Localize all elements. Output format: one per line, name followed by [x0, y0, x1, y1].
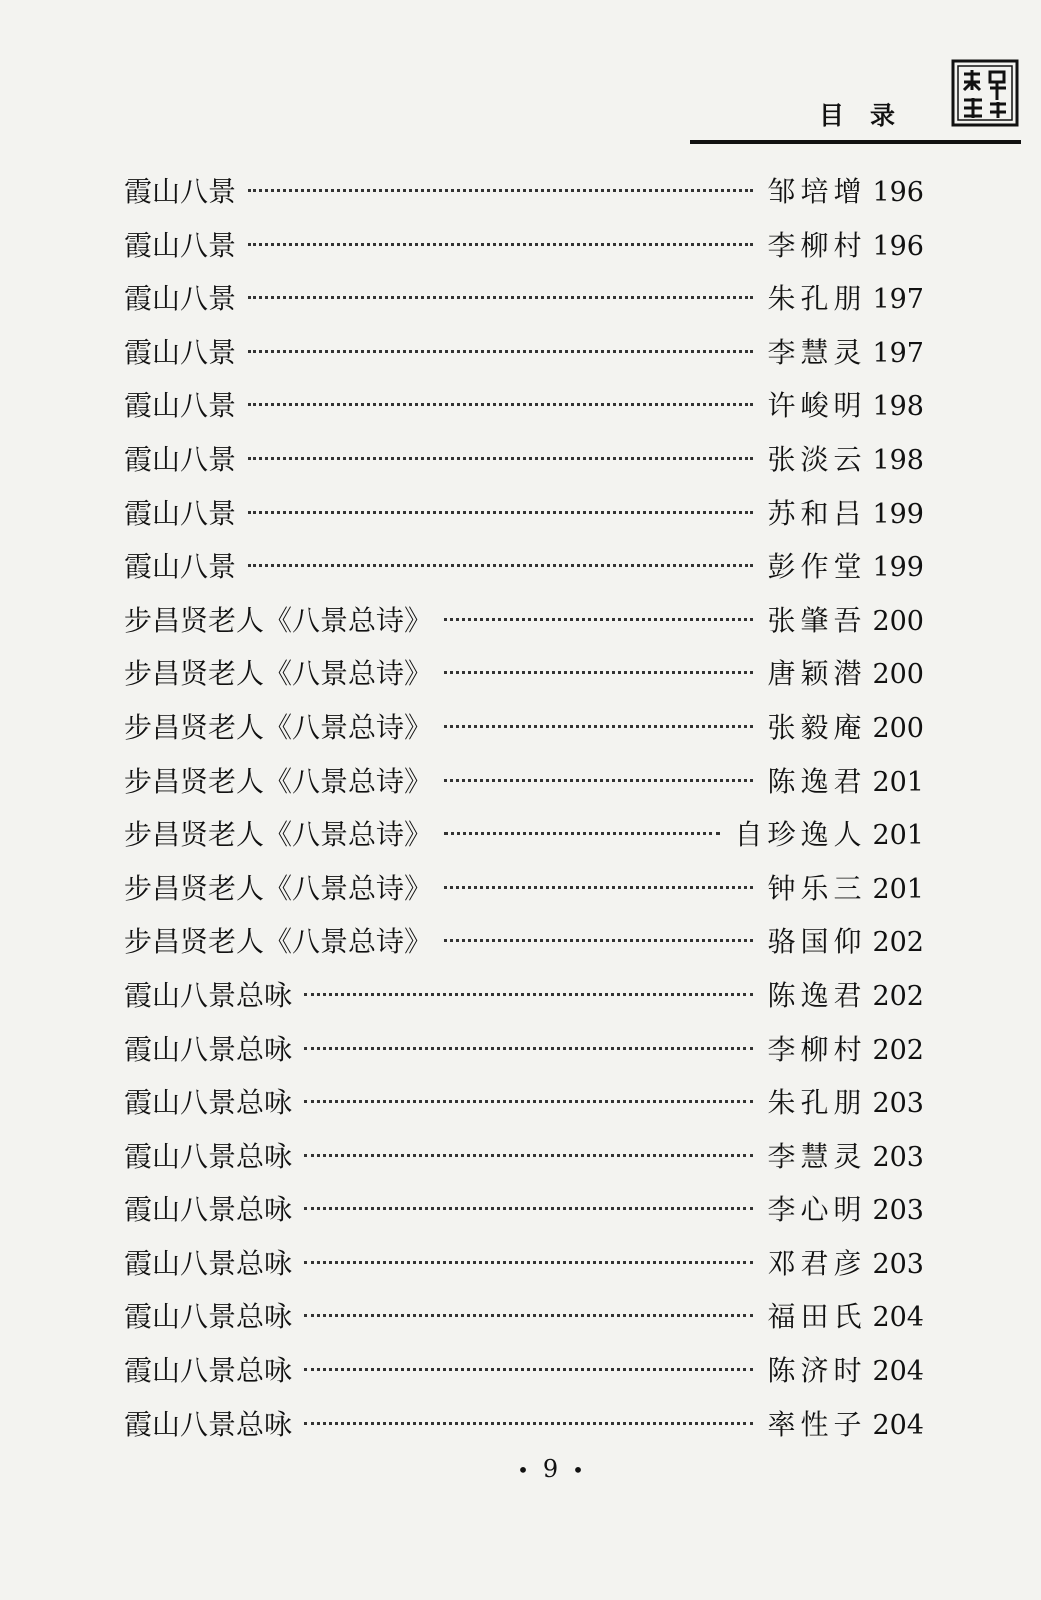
toc-entry[interactable] [124, 701, 924, 755]
toc-entry-author: 张肇吾 [767, 603, 867, 637]
toc-entry-author: 朱孔朋 [767, 1086, 867, 1120]
toc-entry-page: 200 [872, 605, 924, 637]
toc-dot-leader [248, 564, 753, 567]
toc-dot-leader [248, 403, 753, 406]
toc-entry-author: 陈逸君 [767, 764, 867, 798]
toc-dot-leader [444, 886, 753, 889]
toc-dot-leader [248, 189, 753, 192]
toc-entry-page: 204 [872, 1409, 924, 1441]
toc-entry[interactable] [124, 969, 924, 1023]
toc-entry[interactable] [124, 326, 924, 380]
toc-entry-title: 霞山八景总咏 [124, 1407, 293, 1441]
page-title: 目录 [818, 101, 921, 130]
footer-bullet-right: • [572, 1458, 584, 1482]
toc-entry-title: 步昌贤老人《八景总诗》 [124, 657, 433, 691]
toc-entry-author: 邹培增 [767, 175, 867, 208]
toc-dot-leader [248, 511, 753, 514]
toc-entry[interactable] [124, 1023, 924, 1077]
toc-entry-author: 陈济时 [767, 1354, 867, 1388]
toc-entry-author: 李慧灵 [767, 1139, 867, 1173]
toc-entry-page: 200 [872, 712, 924, 744]
toc-entry-author: 陈逸君 [767, 978, 867, 1012]
toc-dot-leader [248, 350, 753, 353]
toc-entry-page: 203 [872, 1195, 924, 1227]
toc-entry[interactable] [124, 755, 924, 809]
table-of-contents [124, 165, 924, 1451]
toc-entry[interactable] [124, 1344, 924, 1398]
page-number-footer [0, 1455, 1041, 1483]
toc-entry-author: 钟乐三 [767, 871, 867, 905]
toc-entry-title: 霞山八景总咏 [124, 1246, 293, 1280]
toc-entry-page: 204 [872, 1302, 924, 1334]
toc-entry-page: 199 [872, 498, 924, 530]
toc-entry-title: 霞山八景总咏 [124, 978, 293, 1012]
toc-entry-page: 196 [872, 230, 924, 262]
toc-entry-title: 霞山八景 [124, 335, 237, 369]
footer-bullet-left: • [517, 1458, 529, 1482]
toc-dot-leader [444, 671, 753, 674]
toc-entry-title: 霞山八景 [124, 442, 237, 476]
toc-entry[interactable] [124, 379, 924, 433]
toc-entry-title: 霞山八景总咏 [124, 1086, 293, 1120]
toc-dot-leader [304, 1207, 753, 1210]
toc-entry-title: 霞山八景总咏 [124, 1354, 293, 1388]
toc-entry-title: 步昌贤老人《八景总诗》 [124, 871, 433, 905]
toc-dot-leader [444, 779, 753, 782]
toc-entry-title: 霞山八景总咏 [124, 1032, 293, 1066]
toc-entry-title: 步昌贤老人《八景总诗》 [124, 710, 433, 744]
toc-entry[interactable] [124, 540, 924, 594]
toc-entry-page: 203 [872, 1248, 924, 1280]
toc-entry-page: 201 [872, 766, 924, 798]
toc-entry[interactable] [124, 1290, 924, 1344]
toc-entry-page: 198 [872, 444, 924, 476]
header-rule [690, 140, 1021, 144]
toc-entry-author: 李柳村 [767, 1032, 867, 1066]
toc-entry-author: 苏和吕 [767, 496, 867, 530]
toc-entry-title: 霞山八景 [124, 175, 237, 208]
toc-entry-author: 张淡云 [767, 442, 867, 476]
toc-entry-author: 彭作堂 [767, 550, 867, 584]
toc-entry[interactable] [124, 594, 924, 648]
toc-entry-page: 201 [872, 820, 924, 852]
toc-entry-page: 203 [872, 1088, 924, 1120]
toc-entry[interactable] [124, 862, 924, 916]
toc-entry-title: 步昌贤老人《八景总诗》 [124, 603, 433, 637]
toc-entry-page: 198 [872, 391, 924, 423]
toc-dot-leader [304, 1047, 753, 1050]
toc-dot-leader [444, 725, 753, 728]
toc-dot-leader [304, 1261, 753, 1264]
toc-entry[interactable] [124, 1076, 924, 1130]
toc-dot-leader [304, 1368, 753, 1371]
toc-dot-leader [444, 618, 753, 621]
toc-entry-author: 李慧灵 [767, 335, 867, 369]
toc-entry-title: 霞山八景 [124, 228, 237, 262]
toc-entry-page: 202 [872, 927, 924, 959]
toc-entry-page: 196 [872, 177, 924, 208]
toc-entry-author: 李心明 [767, 1193, 867, 1227]
toc-dot-leader [248, 243, 753, 246]
toc-entry[interactable] [124, 1130, 924, 1184]
toc-entry-author: 骆国仰 [767, 925, 867, 959]
toc-entry-author: 唐颖潜 [767, 657, 867, 691]
toc-entry-page: 199 [872, 552, 924, 584]
toc-entry-page: 197 [872, 337, 924, 369]
toc-entry[interactable] [124, 915, 924, 969]
toc-entry[interactable] [124, 1398, 924, 1452]
toc-entry-title: 霞山八景 [124, 389, 237, 423]
toc-entry[interactable] [124, 1183, 924, 1237]
toc-dot-leader [304, 1154, 753, 1157]
toc-entry-page: 200 [872, 659, 924, 691]
toc-dot-leader [304, 1314, 753, 1317]
toc-entry-page: 204 [872, 1356, 924, 1388]
toc-entry[interactable] [124, 165, 924, 219]
toc-dot-leader [304, 993, 753, 996]
toc-entry-author: 朱孔朋 [767, 282, 867, 316]
toc-dot-leader [304, 1422, 753, 1425]
toc-entry[interactable] [124, 433, 924, 487]
toc-entry-page: 202 [872, 1034, 924, 1066]
toc-entry-title: 霞山八景总咏 [124, 1300, 293, 1334]
toc-entry-title: 霞山八景 [124, 496, 237, 530]
toc-entry[interactable] [124, 487, 924, 541]
toc-entry-title: 霞山八景总咏 [124, 1139, 293, 1173]
toc-dot-leader [248, 457, 753, 460]
toc-entry-page: 203 [872, 1141, 924, 1173]
toc-entry-page: 197 [872, 284, 924, 316]
toc-entry-title: 步昌贤老人《八景总诗》 [124, 925, 433, 959]
toc-entry-author: 许峻明 [767, 389, 867, 423]
toc-entry-page: 201 [872, 873, 924, 905]
toc-entry-title: 步昌贤老人《八景总诗》 [124, 764, 433, 798]
toc-dot-leader [444, 939, 753, 942]
toc-entry-title: 霞山八景 [124, 550, 237, 584]
toc-entry-author: 李柳村 [767, 228, 867, 262]
toc-entry-author: 自珍逸人 [734, 818, 867, 852]
toc-entry-title: 霞山八景总咏 [124, 1193, 293, 1227]
toc-entry-author: 张毅庵 [767, 710, 867, 744]
toc-dot-leader [304, 1100, 753, 1103]
toc-entry[interactable] [124, 219, 924, 273]
toc-entry-title: 霞山八景 [124, 282, 237, 316]
toc-entry[interactable] [124, 647, 924, 701]
toc-entry-title: 步昌贤老人《八景总诗》 [124, 818, 433, 852]
toc-entry-author: 率性子 [767, 1407, 867, 1441]
toc-entry[interactable] [124, 808, 924, 862]
toc-dot-leader [444, 832, 720, 835]
seal-logo-icon [950, 58, 1020, 128]
toc-entry[interactable] [124, 1237, 924, 1291]
page-number: 9 [542, 1455, 559, 1483]
toc-entry[interactable] [124, 272, 924, 326]
toc-entry-page: 202 [872, 980, 924, 1012]
toc-dot-leader [248, 296, 753, 299]
toc-entry-author: 福田氏 [767, 1300, 867, 1334]
toc-entry-author: 邓君彦 [767, 1246, 867, 1280]
